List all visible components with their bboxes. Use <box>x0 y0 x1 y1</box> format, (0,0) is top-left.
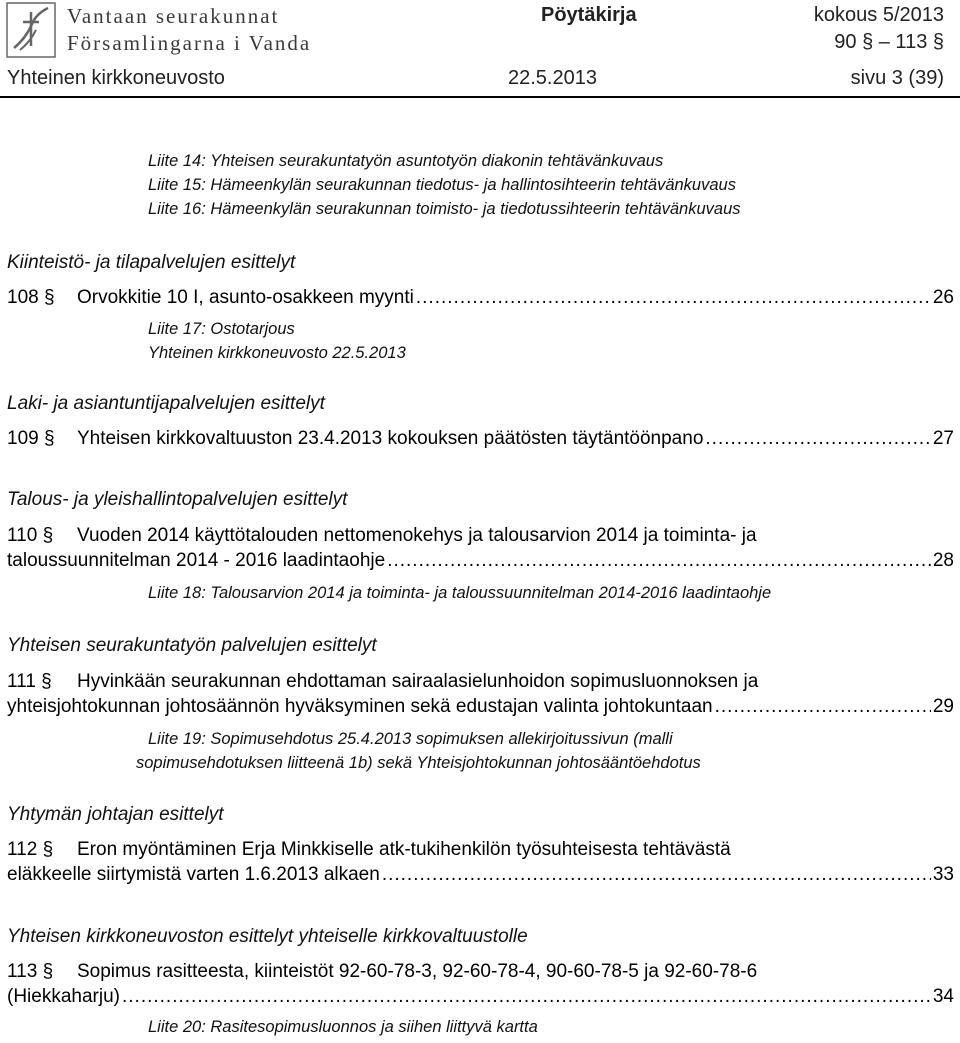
item-title: yhteisjohtokunnan johtosäännön hyväksyminen sekä edustajan valinta johtokuntaan <box>7 696 713 717</box>
attachment-line: Liite 14: Yhteisen seurakuntatyön asuntotyön diakonin tehtävänkuvaus <box>148 152 664 170</box>
attachment-line: Liite 17: Ostotarjous <box>148 320 295 338</box>
leader-dots <box>382 864 931 886</box>
agenda-item[interactable] <box>7 428 954 450</box>
leader-dots <box>122 986 931 1008</box>
item-number: 109 § <box>7 428 55 449</box>
leader-dots <box>416 287 931 309</box>
item-number: 112 § <box>7 839 54 860</box>
item-title: eläkkeelle siirtymistä varten 1.6.2013 alkaen <box>7 864 380 885</box>
page-number: sivu 3 (39) <box>850 67 944 89</box>
attachment-line: sopimusehdotuksen liitteenä 1b) sekä Yhteisjohtokunnan johtosääntöehdotus <box>136 754 701 772</box>
page-header <box>0 0 960 98</box>
item-title: Yhteisen kirkkovaltuuston 23.4.2013 kokouksen päätösten täytäntöönpano <box>77 428 704 449</box>
item-page: 33 <box>932 864 954 885</box>
organization-name-swedish: Församlingarna i Vanda <box>67 31 312 55</box>
leader-dots <box>387 550 931 572</box>
attachment-line: Yhteinen kirkkoneuvosto 22.5.2013 <box>148 344 406 362</box>
header-divider <box>0 96 960 98</box>
item-title: Orvokkitie 10 I, asunto-osakkeen myynti <box>77 287 414 308</box>
item-number: 111 § <box>7 671 52 692</box>
item-page: 27 <box>932 428 954 449</box>
church-emblem-icon <box>6 2 56 58</box>
meeting-number: kokous 5/2013 <box>813 4 944 26</box>
attachment-line: Liite 16: Hämeenkylän seurakunnan toimisto- ja tiedotussihteerin tehtävänkuvaus <box>148 200 741 218</box>
item-title: Vuoden 2014 käyttötalouden nettomenokehys ja talousarvion 2014 ja toiminta- ja <box>77 525 757 546</box>
item-number: 108 § <box>7 287 55 308</box>
agenda-item[interactable] <box>7 671 758 693</box>
agenda-item[interactable] <box>7 839 731 861</box>
agenda-item-continuation[interactable] <box>7 550 954 572</box>
organization-name: Vantaan seurakunnat <box>67 4 280 28</box>
section-heading: Kiinteistö- ja tilapalvelujen esittelyt <box>7 252 296 273</box>
section-heading: Laki- ja asiantuntijapalvelujen esittelyt <box>7 393 325 414</box>
agenda-item[interactable] <box>7 287 954 309</box>
attachment-line: Liite 18: Talousarvion 2014 ja toiminta- ja taloussuunnitelman 2014-2016 laadintaohje <box>148 584 772 602</box>
meeting-date: 22.5.2013 <box>508 67 597 89</box>
item-page: 34 <box>932 986 954 1007</box>
attachment-line: Liite 15: Hämeenkylän seurakunnan tiedotus- ja hallintosihteerin tehtävänkuvaus <box>148 176 736 194</box>
section-heading: Yhteisen seurakuntatyön palvelujen esittelyt <box>7 635 377 656</box>
item-number: 113 § <box>7 961 54 982</box>
agenda-item-continuation[interactable] <box>7 864 954 886</box>
item-page: 26 <box>932 287 954 308</box>
section-heading: Yhtymän johtajan esittelyt <box>7 804 224 825</box>
item-title: (Hiekkaharju) <box>7 986 120 1007</box>
agenda-item-continuation[interactable] <box>7 986 954 1008</box>
item-page: 28 <box>932 550 954 571</box>
document-type: Pöytäkirja <box>541 4 637 26</box>
agenda-item[interactable] <box>7 961 757 983</box>
item-page: 29 <box>932 696 954 717</box>
attachment-line: Liite 20: Rasitesopimusluonnos ja siihen liittyvä kartta <box>148 1018 538 1036</box>
leader-dots <box>715 696 931 718</box>
leader-dots <box>705 428 930 450</box>
item-number: 110 § <box>7 525 54 546</box>
item-title: taloussuunnitelman 2014 - 2016 laadintaohje <box>7 550 386 571</box>
item-title: Eron myöntäminen Erja Minkkiselle atk-tukihenkilön työsuhteisesta tehtävästä <box>77 839 731 860</box>
section-heading: Yhteisen kirkkoneuvoston esittelyt yhteiselle kirkkovaltuustolle <box>7 926 528 947</box>
item-title: Hyvinkään seurakunnan ehdottaman sairaalasielunhoidon sopimusluonnoksen ja <box>77 671 759 692</box>
governing-body: Yhteinen kirkkoneuvosto <box>7 67 225 89</box>
section-heading: Talous- ja yleishallintopalvelujen esittelyt <box>7 489 348 510</box>
agenda-item-continuation[interactable] <box>7 696 954 718</box>
item-title: Sopimus rasitteesta, kiinteistöt 92-60-78-3, 92-60-78-4, 90-60-78-5 ja 92-60-78-6 <box>77 961 758 982</box>
section-range: 90 § – 113 § <box>834 31 944 53</box>
attachment-line: Liite 19: Sopimusehdotus 25.4.2013 sopimuksen allekirjoitussivun (malli <box>148 730 673 748</box>
agenda-item[interactable] <box>7 525 757 547</box>
